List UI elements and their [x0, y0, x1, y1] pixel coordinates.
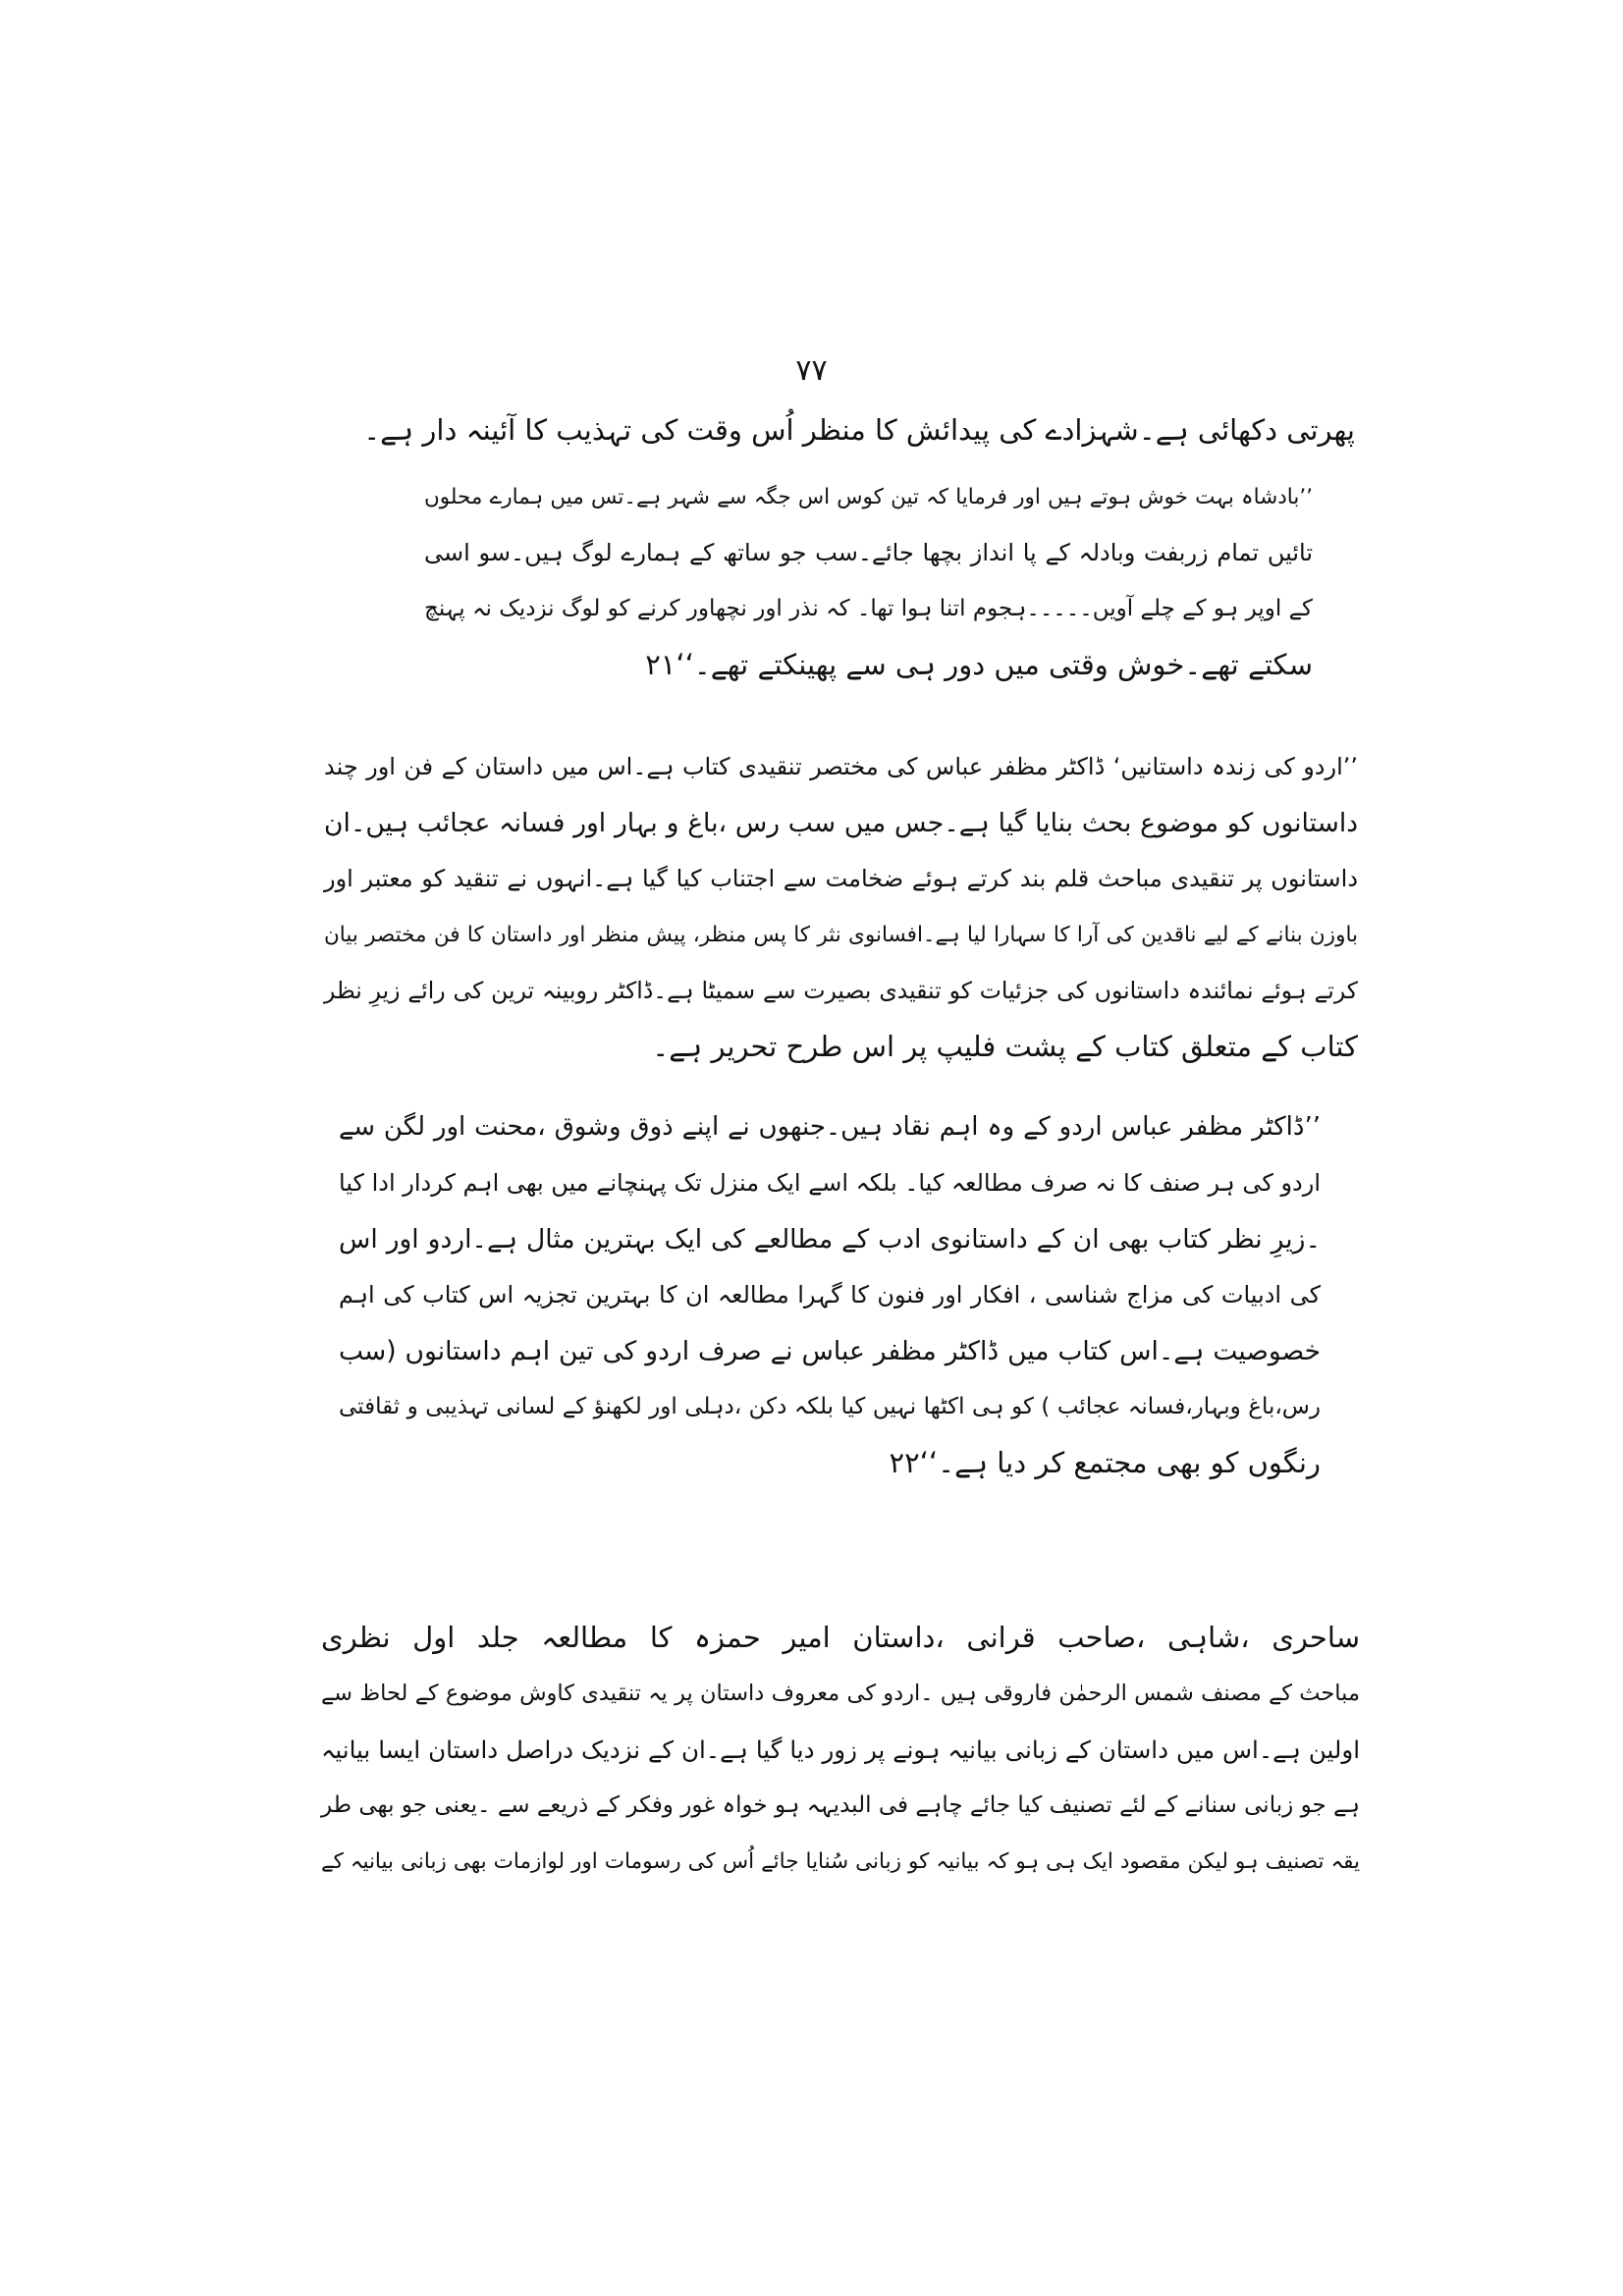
block-quote-2 — [339, 1099, 1321, 1491]
text-line: کتاب کے متعلق کتاب کے پشت فلیپ پر اس طرح تحریر ہے۔ — [652, 1030, 1358, 1063]
text-line: کرتے ہوئے نمائندہ داستانوں کی جزئیات کو تنقیدی بصیرت سے سمیٹا ہے۔ڈاکٹر روبینہ ترین کی رائے زیرِ نظر — [324, 977, 1358, 1004]
block-quote-1 — [424, 469, 1313, 693]
text-line: پھرتی دکھائی ہے۔شہزادے کی پیدائش کا منظر اُس وقت کی تہذیب کا آئینہ دار ہے۔ — [363, 413, 1355, 447]
text-line: اردو کی ہر صنف کا نہ صرف مطالعہ کیا۔ بلکہ اسے ایک منزل تک پہنچانے میں بھی اہم کردار ادا کیا — [339, 1169, 1322, 1197]
text-line: رنگوں کو بھی مجتمع کر دیا ہے۔‘‘۲۲ — [889, 1446, 1321, 1479]
text-line: تائیں تمام زربفت وبادلہ کے پا انداز بچھا جائے۔سب جو ساتھ کے ہمارے لوگ ہیں۔سو اسی — [424, 539, 1313, 566]
text-line: اولین ہے۔اس میں داستان کے زبانی بیانیہ ہونے پر زور دیا گیا ہے۔ان کے نزدیک دراصل داستان ایسا بیانیہ — [321, 1735, 1360, 1764]
text-line: داستانوں پر تنقیدی مباحث قلم بند کرتے ہوئے ضخامت سے اجتناب کیا گیا ہے۔انہوں نے تنقید کو معتبر اور — [324, 865, 1358, 892]
text-line: مباحث کے مصنف شمس الرحمٰن فاروقی ہیں ۔اردو کی معروف داستان پر یہ تنقیدی کاوش موضوع کے لحاظ سے — [321, 1681, 1360, 1706]
text-line: کی ادبیات کی مزاج شناسی ، افکار اور فنون کا گہرا مطالعہ ان کا بہترین تجزیہ اس کتاب کی اہم — [339, 1281, 1321, 1308]
text-line: یقہ تصنیف ہو لیکن مقصود ایک ہی ہو کہ بیانیہ کو زبانی سُنایا جائے اُس کی رسومات اور لوازمات بھی زبانی بیانیہ کے — [321, 1849, 1360, 1874]
text-line: ساحری ،شاہی ،صاحب قرانی ،داستان امیر حمزہ کا مطالعہ جلد اول نظری — [321, 1621, 1360, 1654]
text-line: ۔زیرِ نظر کتاب بھی ان کے داستانوی ادب کے مطالعے کی ایک بہترین مثال ہے۔اردو اور اس — [339, 1224, 1321, 1255]
text-line: خصوصیت ہے۔اس کتاب میں ڈاکٹر مظفر عباس نے صرف اردو کی تین اہم داستانوں (سب — [339, 1336, 1321, 1366]
text-line: ہے جو زبانی سنانے کے لئے تصنیف کیا جائے چاہے فی البدیہہ ہو خواہ غور وفکر کے ذریعے سے ۔یعنی جو بھی طر — [321, 1792, 1360, 1818]
page-number: ۷۷ — [795, 353, 828, 388]
text-line: سکتے تھے۔خوش وقتی میں دور ہی سے پھینکتے تھے۔‘‘۲۱ — [645, 648, 1313, 681]
paragraph-2 — [324, 739, 1358, 1075]
paragraph-intro — [349, 402, 1355, 457]
text-line: باوزن بنانے کے لیے ناقدین کی آرا کا سہارا لیا ہے۔افسانوی نثر کا پس منظر، پیش منظر اور داستان کا فن مختصر بیان — [324, 923, 1358, 947]
text-line: داستانوں کو موضوع بحث بنایا گیا ہے۔جس میں سب رس ،باغ و بہار اور فسانہ عجائب ہیں۔ان — [324, 808, 1358, 838]
text-line: ’’بادشاہ بہت خوش ہوتے ہیں اور فرمایا کہ تین کوس اس جگہ سے شہر ہے۔تس میں ہمارے محلوں — [424, 485, 1313, 509]
text-line: کے اوپر ہو کے چلے آویں۔۔۔۔۔ہجوم اتنا ہوا تھا۔ کہ نذر اور نچھاور کرنے کو لوگ نزدیک نہ پہنچ — [424, 596, 1313, 621]
text-line: ’’ڈاکٹر مظفر عباس اردو کے وہ اہم نقاد ہیں۔جنھوں نے اپنے ذوق وشوق ،محنت اور لگن سے — [339, 1112, 1321, 1142]
text-line: ’’اردو کی زندہ داستانیں‘ ڈاکٹر مظفر عباس کی مختصر تنقیدی کتاب ہے۔اس میں داستان کے فن اور چند — [324, 753, 1358, 780]
text-line: رس،باغ وبہار،فسانہ عجائب ) کو ہی اکٹھا نہیں کیا بلکہ دکن ،دہلی اور لکھنؤ کے لسانی تہذیبی و ثقافتی — [339, 1394, 1321, 1419]
paragraph-3 — [321, 1610, 1360, 1890]
